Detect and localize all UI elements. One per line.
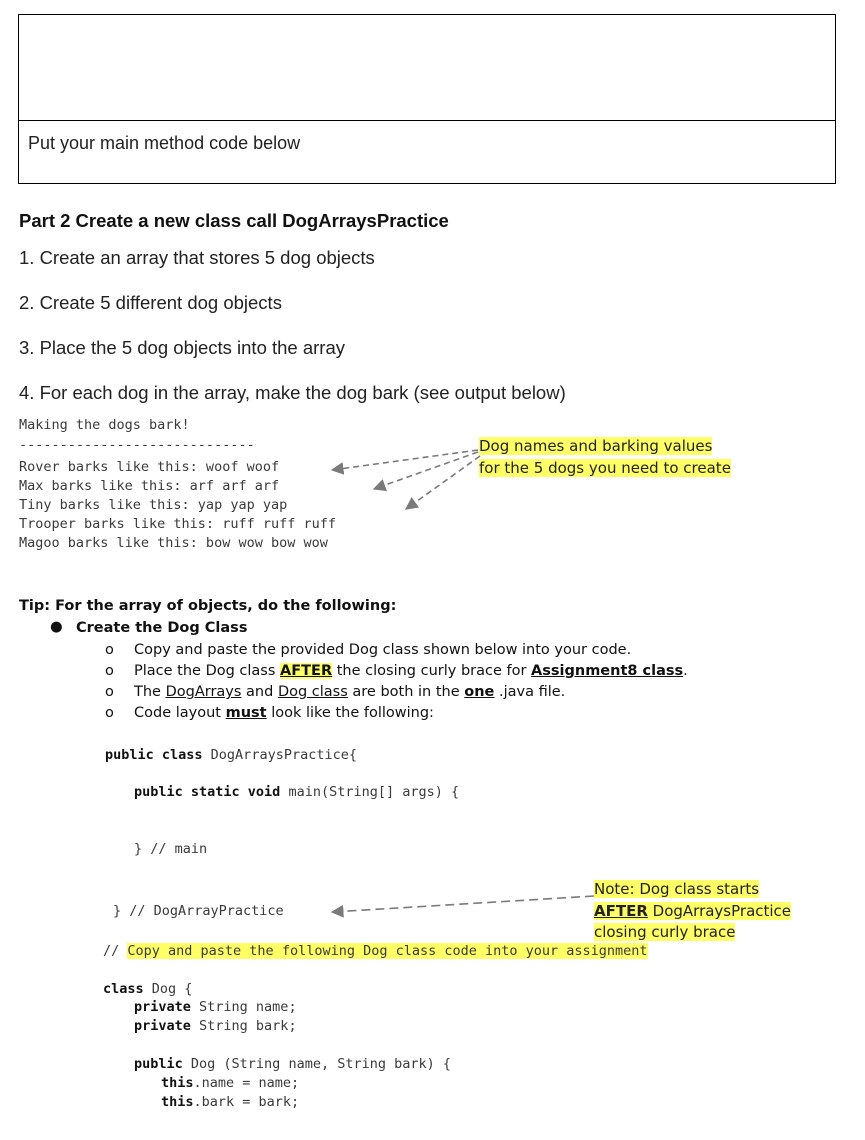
dog-names-note-line2: for the 5 dogs you need to create — [479, 458, 731, 477]
side-note: Note: Dog class starts AFTER DogArraysPractice closing curly brace — [594, 880, 792, 941]
code-dog-class: class Dog { — [103, 981, 193, 997]
step-1: 1. Create an array that stores 5 dog objects — [19, 247, 375, 268]
tip-heading: Tip: For the array of objects, do the following: — [19, 598, 397, 614]
code-field-name: private String name; — [134, 999, 297, 1015]
part2-heading: Part 2 Create a new class call DogArraysPractice — [19, 210, 449, 231]
sub-marker-4: o — [105, 705, 114, 721]
dog-names-note-line1: Dog names and barking values — [479, 437, 713, 455]
code-this-name: this.name = name; — [161, 1075, 300, 1091]
output-line-rover: Rover barks like this: woof woof — [19, 459, 280, 475]
sub-item-3: The DogArrays and Dog class are both in the one .java file. — [134, 684, 566, 700]
bullet-marker: ● — [50, 619, 63, 635]
arrow-to-tiny — [406, 456, 480, 509]
answer-box-label: Put your main method code below — [28, 133, 301, 153]
output-separator: ----------------------------- — [19, 437, 255, 453]
code-field-bark: private String bark; — [134, 1018, 297, 1034]
code-main-close: } // main — [134, 841, 208, 857]
output-line-trooper: Trooper barks like this: ruff ruff ruff — [19, 516, 336, 532]
after-emphasis: AFTER — [280, 663, 333, 679]
output-line-max: Max barks like this: arf arf arf — [19, 478, 280, 494]
sub-item-4: Code layout must look like the following: — [134, 705, 434, 721]
output-line-magoo: Magoo barks like this: bow wow bow wow — [19, 535, 328, 551]
output-line-tiny: Tiny barks like this: yap yap yap — [19, 497, 288, 513]
sub-item-1: Copy and paste the provided Dog class shown below into your code. — [134, 642, 632, 658]
code-class-close: } // DogArrayPractice — [113, 903, 284, 919]
code-comment: // Copy and paste the following Dog class code into your assignment — [103, 943, 648, 959]
bullet-create-dog-class: Create the Dog Class — [76, 620, 248, 636]
sub-marker-1: o — [105, 642, 114, 658]
sub-marker-3: o — [105, 684, 114, 700]
code-constructor: public Dog (String name, String bark) { — [134, 1056, 451, 1072]
step-2: 2. Create 5 different dog objects — [19, 292, 282, 313]
assignment8-class: Assignment8 class — [531, 663, 684, 679]
output-title: Making the dogs bark! — [19, 417, 190, 433]
code-main-decl: public static void main(String[] args) { — [134, 784, 460, 800]
step-3: 3. Place the 5 dog objects into the array — [19, 337, 346, 358]
code-this-bark: this.bark = bark; — [161, 1094, 300, 1110]
arrow-to-closing-brace — [332, 896, 594, 912]
code-class-decl: public class DogArraysPractice{ — [105, 747, 357, 763]
sub-item-2: Place the Dog class AFTER the closing curly brace for Assignment8 class. — [134, 663, 688, 679]
step-4: 4. For each dog in the array, make the dog bark (see output below) — [19, 382, 566, 403]
sub-marker-2: o — [105, 663, 114, 679]
